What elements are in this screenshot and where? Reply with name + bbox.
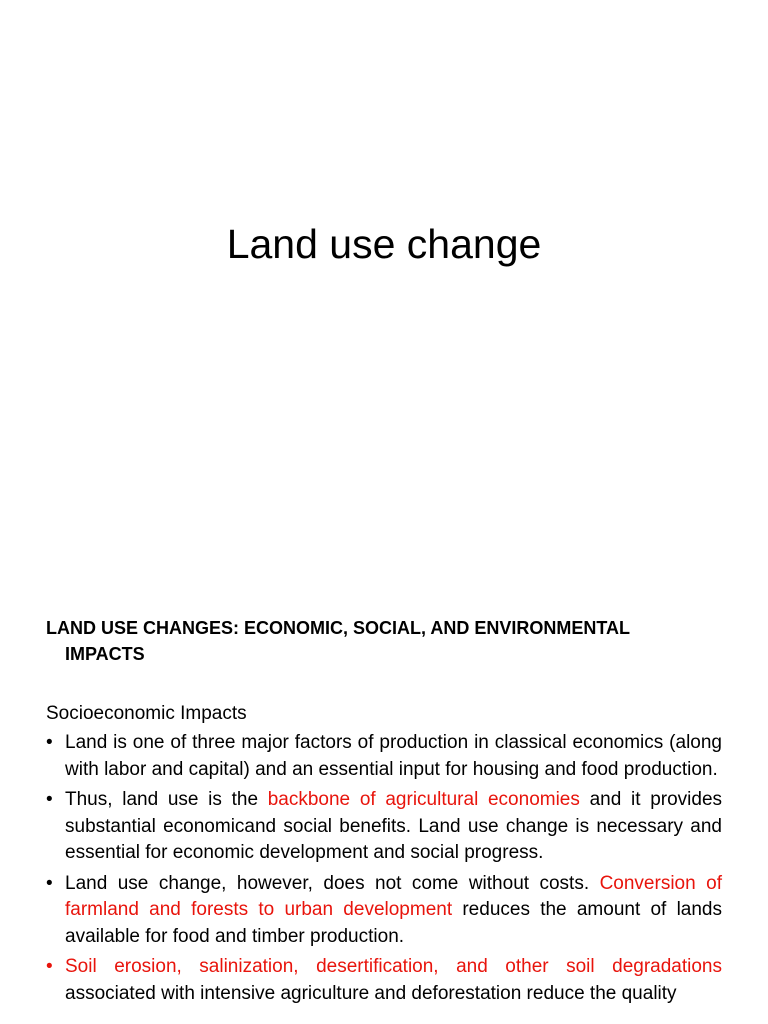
bullet-text: Thus, land use is the [65, 789, 268, 810]
section-subheading: Socioeconomic Impacts [46, 703, 247, 724]
bullet-item [46, 954, 722, 1007]
bullet-list [46, 730, 722, 1011]
bullet-text-continued: and it provides substantial economicand social benefits. Land use change is necessary and essential for economic development and social progress. [65, 789, 723, 863]
bullet-marker: • [46, 872, 53, 894]
bullet-item [46, 730, 722, 783]
bullet-text-continued: reduces the amount of lands available for food and timber production. [65, 899, 722, 947]
bullet-marker: • [46, 732, 53, 753]
bullet-marker: • [46, 789, 53, 810]
content-slide [0, 576, 768, 1024]
bullet-highlight: backbone of agricultural economies [267, 789, 580, 810]
bullet-item [46, 871, 722, 951]
slide-heading: LAND USE CHANGES: ECONOMIC, SOCIAL, AND ENVIRONMENTAL IMPACTS [46, 618, 630, 664]
slide-title: Land use change [226, 221, 542, 267]
bullet-marker: • [46, 956, 53, 977]
bullet-highlight: Conversion of farmland and forests to urban development [65, 872, 722, 920]
bullet-text: Land use change, however, does not come without costs. [65, 872, 600, 894]
bullet-item [46, 787, 722, 867]
bullet-highlight: Soil erosion, salinization, desertification, and other soil degradations [65, 956, 722, 977]
bullet-text-continued: associated with intensive agriculture and deforestation reduce the quality [65, 982, 677, 1004]
bullet-text: Land is one of three major factors of production in classical economics (along with labor and capital) and an essential input for housing and food production. [65, 732, 722, 780]
